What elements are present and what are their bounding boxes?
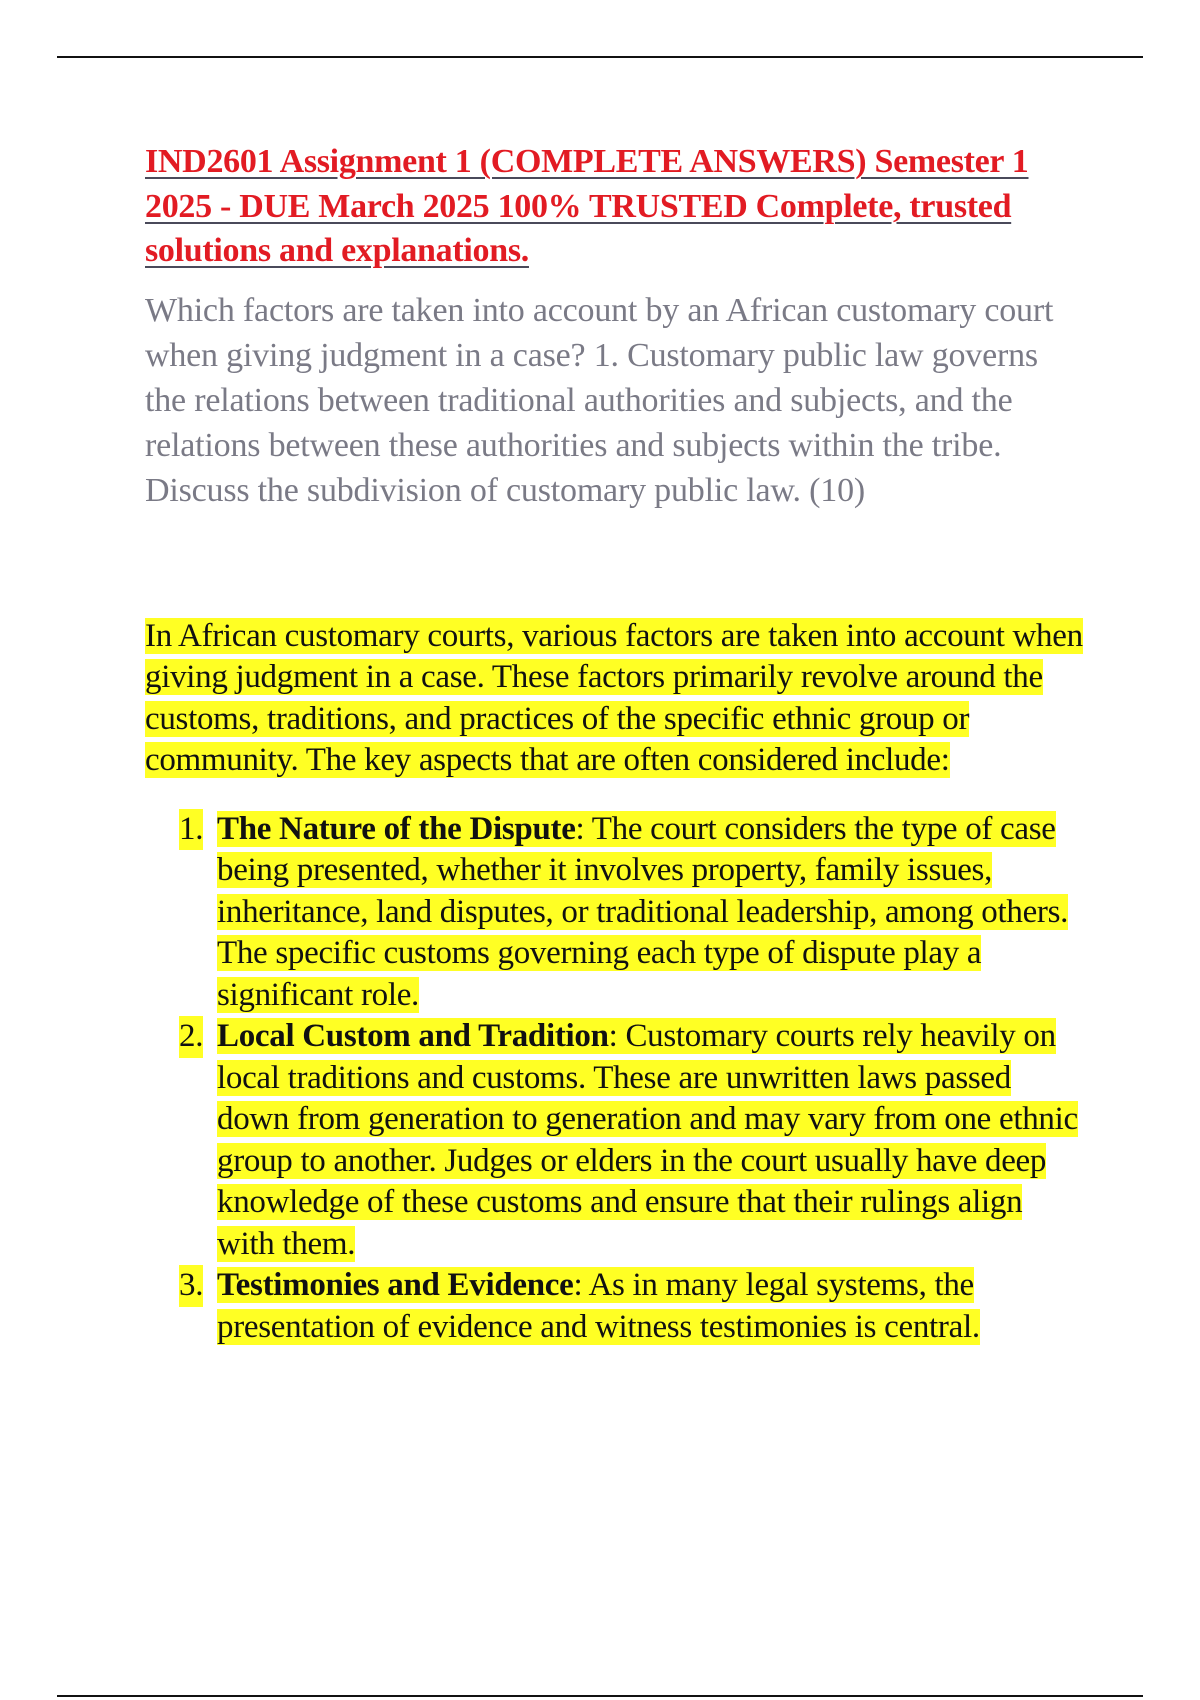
answer-intro-text: In African customary courts, various factors are taken into account when giving judgment in a case. These factors primarily revolve around the customs, traditions, and practices of the specific ethnic group or community. The key aspects that are often considered include: bbox=[145, 617, 1083, 778]
factor-text: : The court considers the type of case being presented, whether it involves property, family issues, inheritance, land disputes, or traditional leadership, among others. The specific customs governing each type of dispute play a significant role. bbox=[217, 810, 1069, 1013]
answer-section bbox=[145, 616, 1085, 1349]
factor-text: : As in many legal systems, the presentation of evidence and witness testimonies is central. bbox=[217, 1267, 980, 1345]
factor-item-2 bbox=[179, 1016, 1085, 1265]
question-text: Which factors are taken into account by an African customary court when giving judgment in a case? 1. Customary public law governs the relations between traditional authorities and subjects, and the relations between these authorities and subjects within the tribe. Discuss the subdivision of customary public law. (10) bbox=[145, 291, 1054, 509]
factor-number: 2. bbox=[179, 1016, 203, 1058]
factor-item-1 bbox=[179, 809, 1085, 1017]
factor-number: 1. bbox=[179, 809, 203, 851]
factor-term: The Nature of the Dispute bbox=[217, 810, 576, 847]
factor-item-3 bbox=[179, 1265, 1085, 1348]
top-rule bbox=[57, 56, 1143, 58]
factor-body bbox=[217, 1267, 980, 1345]
factor-number: 3. bbox=[179, 1265, 203, 1307]
factors-list bbox=[145, 809, 1085, 1349]
bottom-rule bbox=[57, 1695, 1143, 1697]
factor-term: Testimonies and Evidence bbox=[217, 1267, 574, 1303]
page-content bbox=[145, 140, 1085, 1348]
answer-intro bbox=[145, 616, 1085, 782]
factor-body bbox=[217, 1018, 1078, 1262]
document-title: IND2601 Assignment 1 (COMPLETE ANSWERS) Semester 1 2025 - DUE March 2025 100% TRUSTED Complete, trusted solutions and explanations. bbox=[145, 143, 1029, 269]
factor-text: : Customary courts rely heavily on local traditions and customs. These are unwritten laws passed down from generation to generation and may vary from one ethnic group to another. Judges or elders in the court usually have deep knowledge of these customs and ensure that their rulings align with them. bbox=[217, 1018, 1078, 1262]
factor-body bbox=[217, 811, 1068, 1013]
factor-term: Local Custom and Tradition bbox=[217, 1018, 609, 1054]
